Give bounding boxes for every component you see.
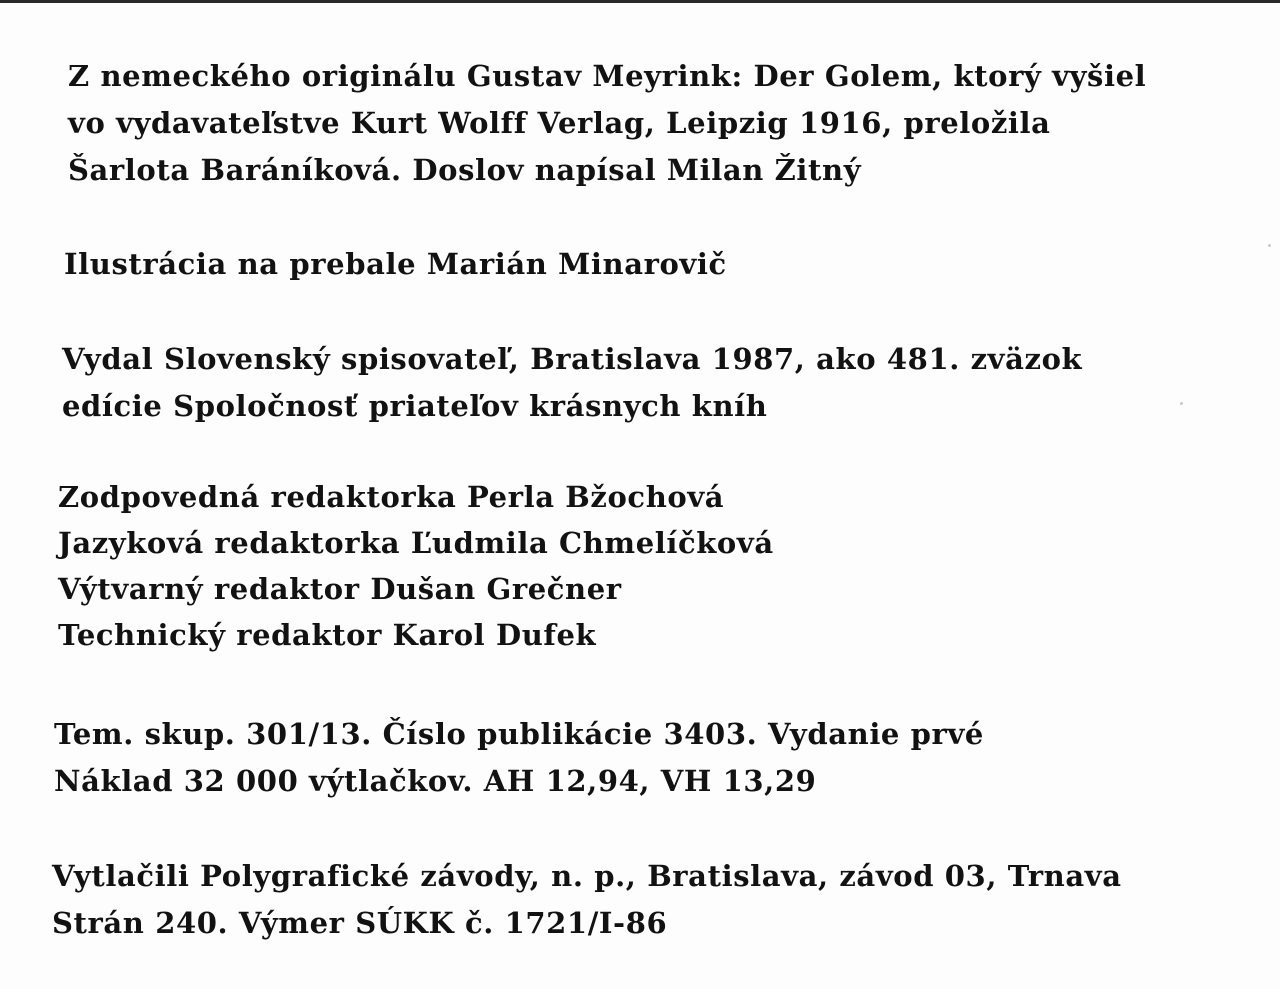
publisher-line: edície Spoločnosť priateľov krásnych kníh [62, 389, 768, 423]
translation-line: Šarlota Baráníková. Doslov napísal Milan Žitný [68, 153, 862, 187]
translation-paragraph [68, 53, 1146, 194]
editor-line: Výtvarný redaktor Dušan Grečner [58, 572, 622, 606]
publication-paragraph [54, 711, 984, 805]
printing-line: Vytlačili Polygrafické závody, n. p., Bratislava, závod 03, Trnava [52, 859, 1122, 893]
publisher-line: Vydal Slovenský spisovateľ, Bratislava 1987, ako 481. zväzok [62, 342, 1083, 376]
top-edge-rule [0, 0, 1280, 3]
publisher-paragraph [62, 336, 1082, 430]
illustration-line: Ilustrácia na prebale Marián Minarovič [64, 247, 727, 281]
publication-line: Tem. skup. 301/13. Číslo publikácie 3403. Vydanie prvé [54, 717, 984, 751]
editors-paragraph [58, 474, 774, 658]
paper-speck [1268, 244, 1271, 247]
printing-line: Strán 240. Výmer SÚKK č. 1721/I-86 [52, 906, 668, 940]
publication-line: Náklad 32 000 výtlačkov. AH 12,94, VH 13,29 [54, 764, 817, 798]
translation-line: Z nemeckého originálu Gustav Meyrink: Der Golem, ktorý vyšiel [68, 59, 1147, 93]
editor-line: Technický redaktor Karol Dufek [58, 618, 597, 652]
paper-speck [1180, 402, 1183, 405]
printing-paragraph [52, 853, 1122, 947]
illustration-paragraph [64, 241, 727, 288]
editor-line: Zodpovedná redaktorka Perla Bžochová [58, 480, 725, 514]
translation-line: vo vydavateľstve Kurt Wolff Verlag, Leipzig 1916, preložila [68, 106, 1051, 140]
editor-line: Jazyková redaktorka Ľudmila Chmelíčková [58, 526, 774, 560]
